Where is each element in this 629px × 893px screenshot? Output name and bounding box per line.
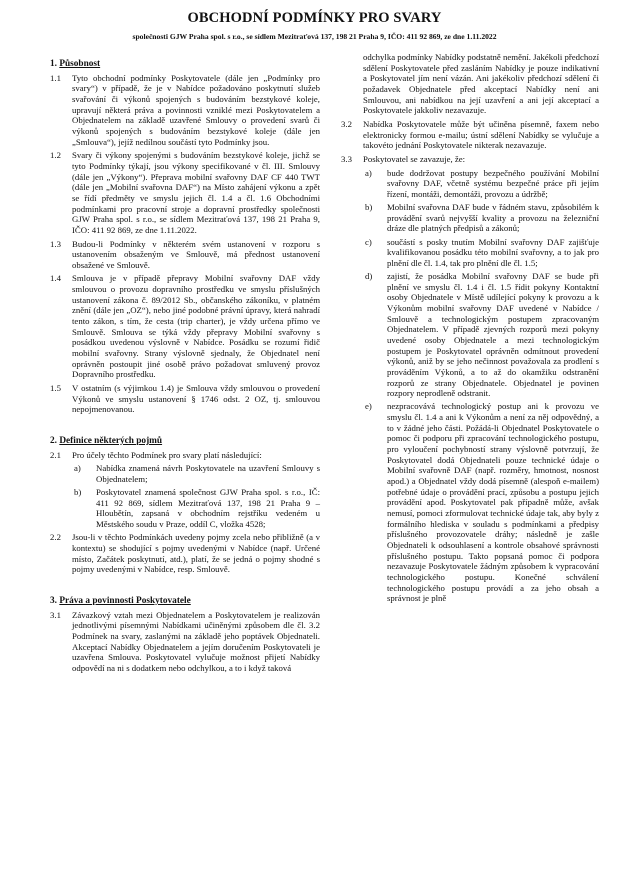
document-title: OBCHODNÍ PODMÍNKY PRO SVARY bbox=[187, 10, 442, 26]
clause-1-5: 1.5 V ostatním (s výjimkou 1.4) je Smlouva vždy smlouvou o provedení Výkonů ve smyslu ustanovení § 1746 odst. 2 OZ, tj. smlouvou nepojmenovanou. bbox=[50, 383, 320, 415]
clause-2-1-list bbox=[50, 463, 320, 529]
section-heading-1: 1. Působnost bbox=[50, 59, 101, 69]
clause-3-1: 3.1 Závazkový vztah mezi Objednatelem a Poskytovatelem je realizován jednotlivými písemnými Nabídkami učiněnými způsobem dle čl. 3.2 Podmínek na svary, zaslanými na základě jeho poptávek Objednateli. Akceptací Nabídky Objednatelem a jejím doručením Poskytovateli je uzavřena Smlouva. Poskytovatel vylučuje možnost přijetí Nabídky odpovědí na ni s dodatkem nebo odchylkou, a to i když taková bbox=[50, 609, 320, 673]
clause-2-1: 2.1 Pro účely těchto Podmínek pro svary platí následující: bbox=[50, 449, 262, 460]
clause-2-2: 2.2 Jsou-li v těchto Podmínkách uvedeny pojmy zcela nebo přibližně (a v kontextu) se shodující s pojmy uvedenými v Nabídce (např. Určené místo, Začátek poskytnutí, atd.), platí, že se jedná o pojmy shodné s pojmy uvedenými v Nabídce, resp. Smlouvě. bbox=[50, 532, 320, 575]
right-column bbox=[341, 52, 599, 606]
clause-3-2: 3.2 Nabídka Poskytovatele může být učiněna písemně, faxem nebo elektronicky formou e-mailu; ústní sdělení Nabídky se vylučuje a takovéto jednání Poskytovatele nikterak nezavazuje. bbox=[341, 118, 599, 151]
list-item: b) Mobilní svařovna DAF bude v řádném stavu, způsobilém k provádění svarů nejvyšší kvality a provozu na železniční dráze dle platných předpisů a zákonů; bbox=[365, 202, 599, 234]
left-column bbox=[50, 55, 320, 676]
clause-3-3-list bbox=[341, 168, 599, 604]
clause-1-4: 1.4 Smlouva je v případě přepravy Mobilní svařovny DAF vždy smlouvou o provozu dopravního prostředku ve smyslu příslušných ustanovení zákona č. 89/2012 Sb., občanského zákoníku, v platném znění (dále jen „OZ“), nebo jiné podobné právní úpravy, která nahradí tento zákon, s tím, že cesta (trip charter), je vždy určena přímo ve Smlouvě. Smlouva se týká vždy přepravy Mobilní svařovny s posádkou uvedenou výslovně v Nabídce. Posádku se rozumí řidič mobilní svařovny. Strany výslovně sjednaly, že Objednatel není oprávněn postoupit jiné osobě právo požadovat smluvený provoz Dopravního prostředku. bbox=[50, 273, 320, 380]
list-item: c) součástí s posky tnutím Mobilní svařovny DAF zajišťuje kvalifikovanou posádku této mobilní svařovny, a to jak pro plnění dle čl. 1.4, tak pro plnění dle čl. 1.5; bbox=[365, 236, 599, 268]
document-subtitle: společnosti GJW Praha spol. s r.o., se sídlem Mezitraťová 137, 198 21 Praha 9, IČO: 411 92 869, ze dne 1.11.2022 bbox=[132, 32, 497, 41]
clause-3-3: 3.3 Poskytovatel se zavazuje, že: bbox=[341, 153, 466, 164]
list-item: b) Poskytovatel znamená společnost GJW Praha spol. s r.o., IČ: 411 92 869, sídlem Mezitraťová 137, 198 21 Praha 9 – Hloubětín, zapsaná v obchodním rejstříku vedeném u Městského soudu v Praze, oddíl C, vložka 4528; bbox=[74, 487, 320, 530]
list-item: d) zajistí, že posádka Mobilní svařovny DAF se bude při plnění ve smyslu čl. 1.4 i čl. 1.5 řídit pokyny Kontaktní osoby Objednatele v Místě udílející pokyny k provozu a k Výkonům mobilní svařovny DAF uvedené v Nabídce / Smlouvě a technologickým postupem zpracovaným Objednatelem. V případě zjevných rozporů mezi pokyny uvedené osoby Objednatele a mezi technologickým postupem je Poskytovatel oprávněn odmítnout provedení výkonů, aniž by se jeho nečinnost považovala za prodlení s prováděním Výkonů, a to až do okamžiku odstranění rozporů ze strany Objednatele. Objednatel je povinen rozpory neprodleně odstranit. bbox=[365, 270, 599, 399]
list-item: e) nezpracovává technologický postup ani k provozu ve smyslu čl. 1.4 a ani k Výkonům a není za něj odpovědný, a to v žádné jeho části. Požádá-li Objednatel Poskytovatele o pomoc či podporu při zpracování technologického postupu, pro vyloučení pochybností strany výslovně potvrzují, že Poskytovatel dodá Objednateli pouze technické údaje o Mobilní svařovně DAF (např. rozměry, hmotnost, nosnost apod.) a Objednatel vždy dodá písemně (alespoň e-mailem) potřebné údaje o provádění prací, způsobu a postupu jejich provádění apod. Poskytovatel pak případně může, avšak nemusí, pomoci zformulovat technické údaje tak, aby byly z formálního hlediska v souladu s podmínkami a předpisy příslušného provozovatele dráhy; následně je zašle Objednateli k odsouhlasení a kontrole obsahové správnosti příslušného postupu. Takto popsaná pomoc či podpora nezavazuje Poskytovatele žádným způsobem k vypracování technologického postupu. Konečné schválení technologického postupu provádí a za jeho obsah a správnost je plně bbox=[365, 401, 599, 604]
clause-3-1-continued: odchylka podmínky Nabídky podstatně nemění. Jakékoli předchozí sdělení Poskytovatele před zasláním Nabídky je pouze indikativní a Poskytovatel jím není vázán. Ani jakékoliv předchozí sdělení či požadavek Objednatele před akceptací Nabídky není ani Smlouvou, ani nabídkou na její uzavření a ani její akceptací a Poskytovatele jakkoliv nezavazuje. bbox=[363, 52, 599, 116]
clause-1-2: 1.2 Svary či výkony spojenými s budováním bezstykové koleje, jichž se tyto Podmínky týkají, jsou výkony specifikované v čl. III. Smlouvy (dále jen „Výkony“). Přeprava mobilní svařovny DAF CF 440 TWT (dále jen „Mobilní svařovna DAF“) na Místo zahájení výkonu a zpět se řídí předměty ve smyslu jejich čl. 1.4 a čl. 1.6 Obchodními podmínkami pro pracovní stroje a dopravní prostředky společnosti GJW Praha spol. s r.o., se sídlem Mezitraťová 137, 198 21 Praha 9, IČO: 411 92 869, ze dne 1.11.2022. bbox=[50, 150, 320, 235]
list-item: a) Nabídka znamená návrh Poskytovatele na uzavření Smlouvy s Objednatelem; bbox=[74, 463, 320, 484]
section-heading-2: 2. Definice některých pojmů bbox=[50, 436, 163, 446]
list-item: a) bude dodržovat postupy bezpečného používání Mobilní svařovny DAF, včetně systému bezpečné práce při jejím řízení, montáži, demontáži, provozu a údržbě; bbox=[365, 167, 599, 199]
clause-1-3: 1.3 Budou-li Podmínky v některém svém ustanovení v rozporu s ustanovením obsaženým ve Smlouvě, má přednost ustanovení obsažené ve Smlouvě. bbox=[50, 238, 320, 270]
clause-1-1: 1.1 Tyto obchodní podmínky Poskytovatele (dále jen „Podmínky pro svary“) v případě, že je v Nabídce požadováno poskytnutí služeb svařování či výkonů spojených s budováním bezstykové koleje, upravují některá práva a povinnosti vzniklé mezi Poskytovatelem a Objednatelem na základě uzavřené Smlouvy o provedení svarů či výkonů spojených s budováním bezstykové koleje (dále jen „Smlouva“), jejíž nedílnou součástí tyto Podmínky jsou. bbox=[50, 72, 320, 147]
section-heading-3: 3. Práva a povinnosti Poskytovatele bbox=[50, 595, 191, 606]
